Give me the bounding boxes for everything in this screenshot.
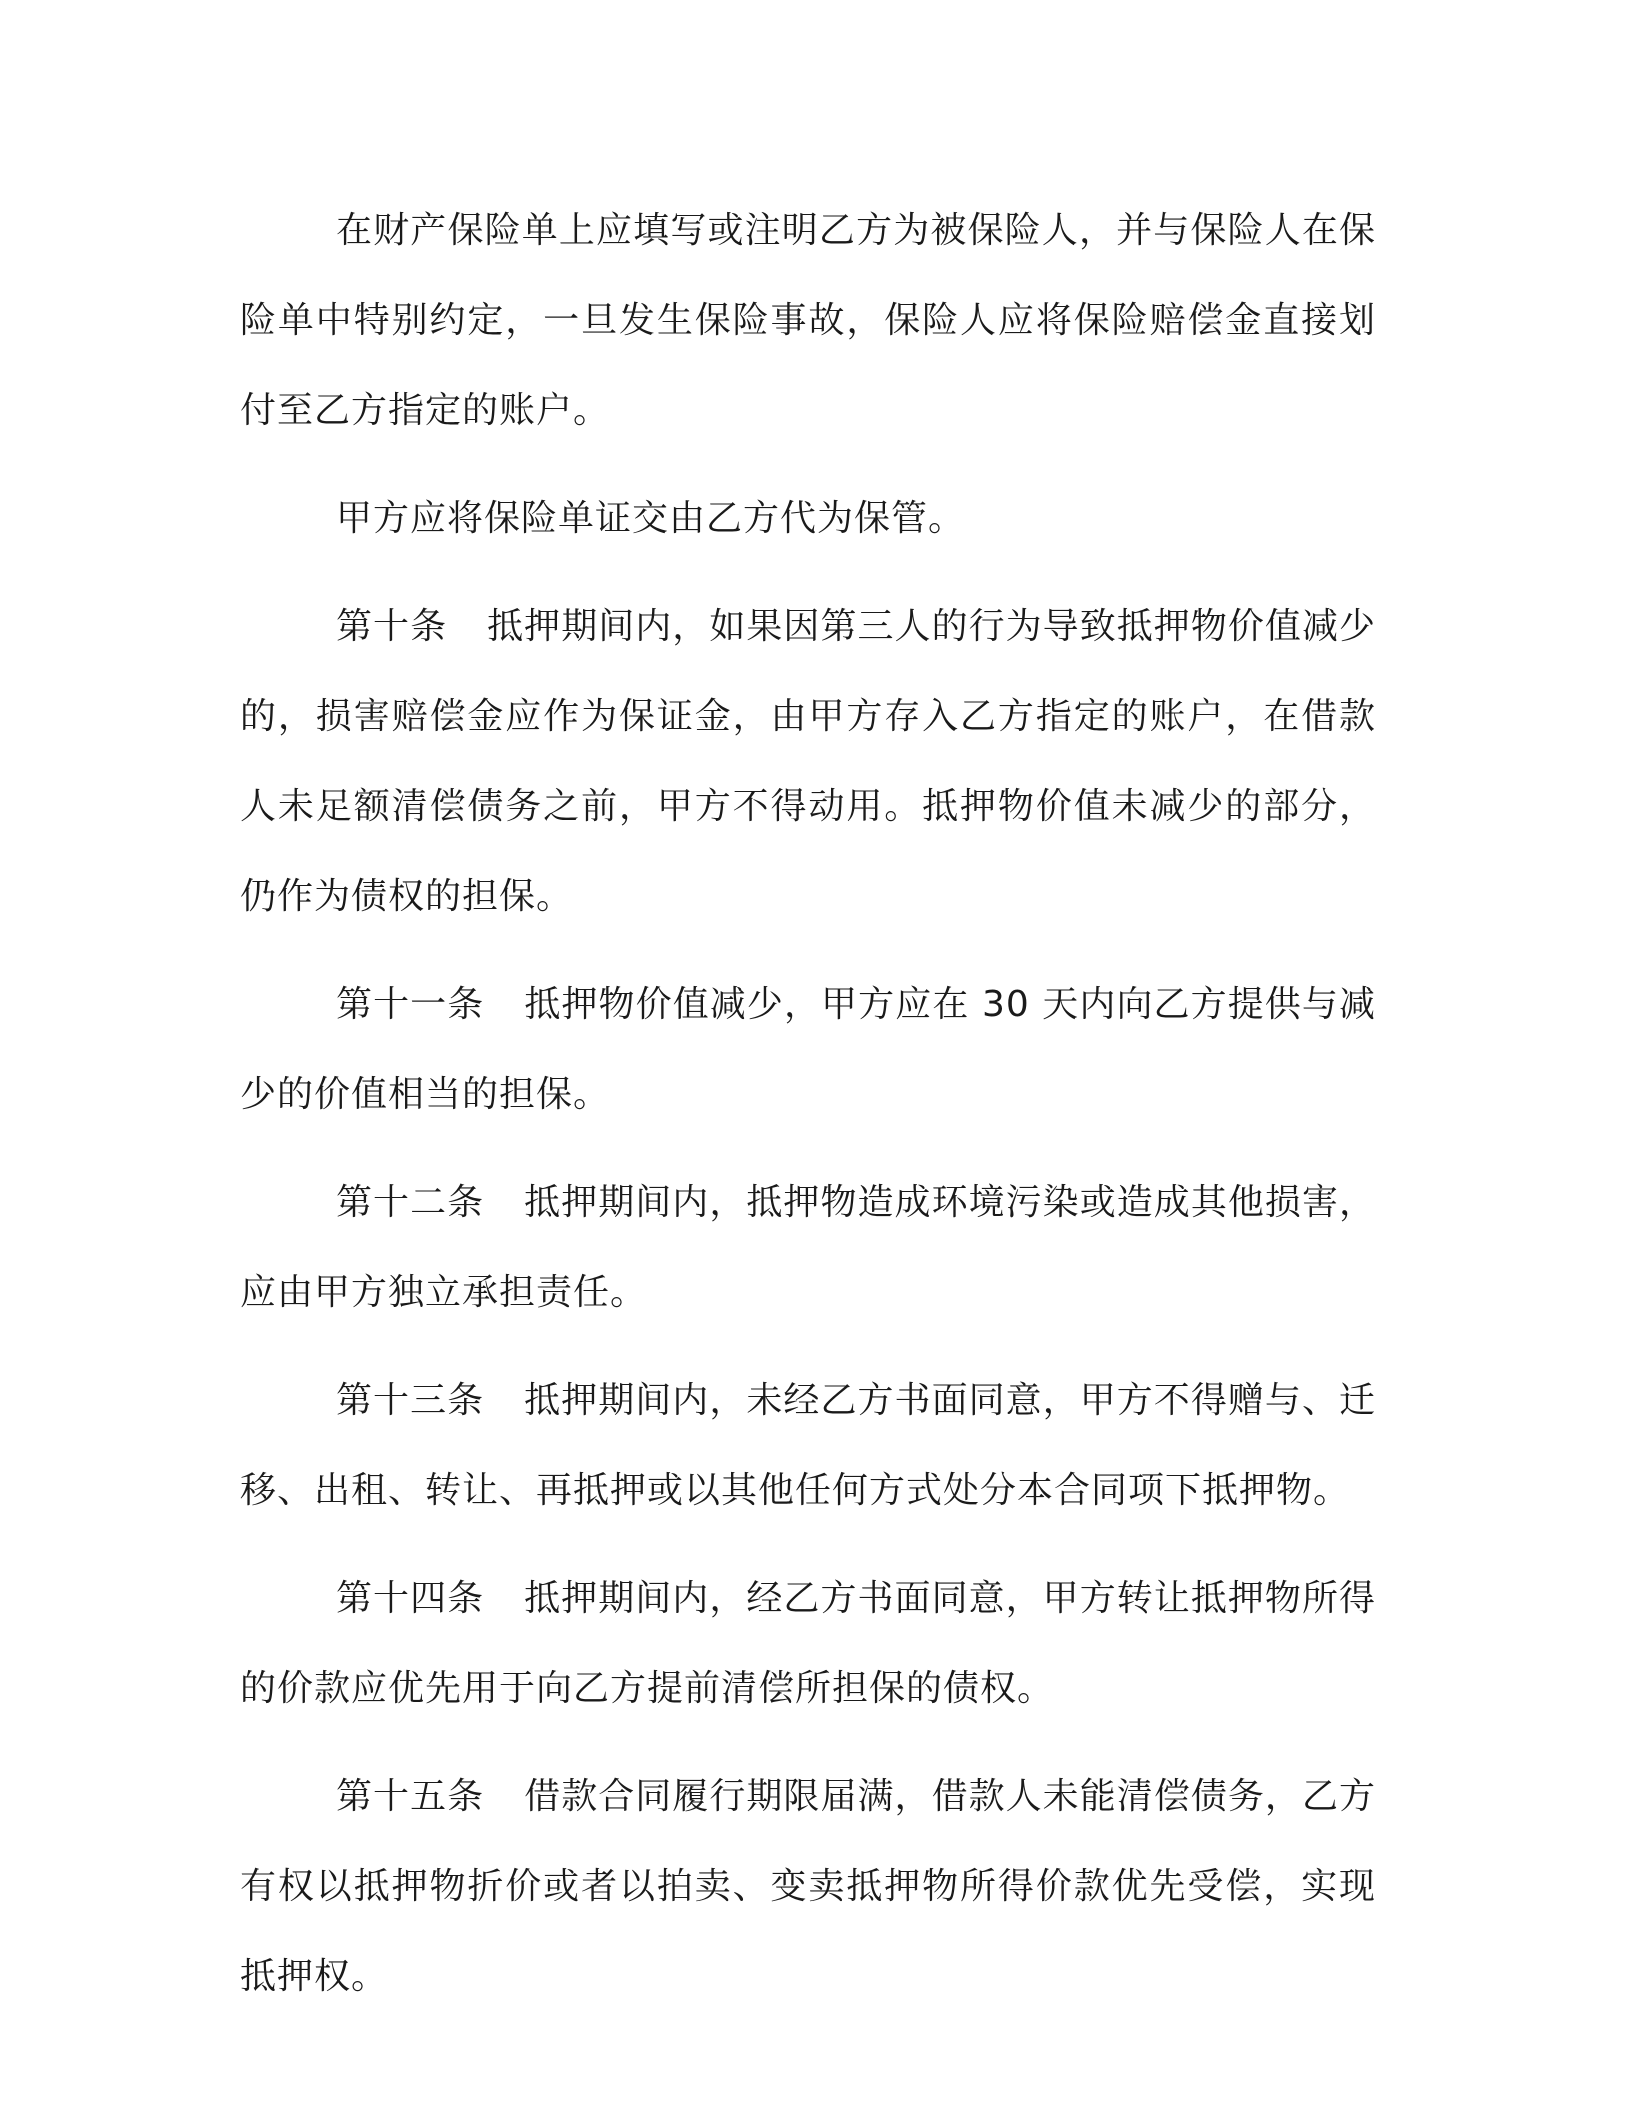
article-number: 第十四条 <box>336 1578 485 1619</box>
paragraph-insurance-policy <box>240 186 1376 456</box>
article-number: 第十一条 <box>336 984 485 1025</box>
article-13 <box>240 1356 1376 1536</box>
article-text: 抵押期间内，未经乙方书面同意，甲方不得赠与、迁移、出租、转让、再抵押或以其他任何方式处分本合同项下抵押物。 <box>240 1380 1376 1511</box>
article-text: 抵押期间内，抵押物造成环境污染或造成其他损害，应由甲方独立承担责任。 <box>240 1182 1376 1313</box>
article-text: 抵押期间内，经乙方书面同意，甲方转让抵押物所得的价款应优先用于向乙方提前清偿所担保的债权。 <box>240 1578 1376 1709</box>
article-number: 第十二条 <box>336 1182 485 1223</box>
paragraph-text: 在财产保险单上应填写或注明乙方为被保险人，并与保险人在保险单中特别约定，一旦发生保险事故，保险人应将保险赔偿金直接划付至乙方指定的账户。 <box>240 210 1376 431</box>
article-text: 抵押期间内，如果因第三人的行为导致抵押物价值减少的，损害赔偿金应作为保证金，由甲方存入乙方指定的账户，在借款人未足额清偿债务之前，甲方不得动用。抵押物价值未减少的部分，仍作为债权的担保。 <box>240 606 1376 917</box>
article-10 <box>240 582 1376 942</box>
paragraph-text: 甲方应将保险单证交由乙方代为保管。 <box>336 498 966 539</box>
article-14 <box>240 1554 1376 1734</box>
article-text: 借款合同履行期限届满，借款人未能清偿债务，乙方有权以抵押物折价或者以拍卖、变卖抵押物所得价款优先受偿，实现抵押权。 <box>240 1776 1376 1997</box>
article-number: 第十五条 <box>336 1776 485 1817</box>
document-body <box>240 186 1376 2040</box>
article-11 <box>240 960 1376 1140</box>
article-12 <box>240 1158 1376 1338</box>
article-15 <box>240 1752 1376 2022</box>
paragraph-policy-custody <box>240 474 1376 564</box>
article-number: 第十三条 <box>336 1380 485 1421</box>
article-number: 第十条 <box>336 606 448 647</box>
article-text: 抵押物价值减少，甲方应在 30 天内向乙方提供与减少的价值相当的担保。 <box>240 984 1376 1115</box>
